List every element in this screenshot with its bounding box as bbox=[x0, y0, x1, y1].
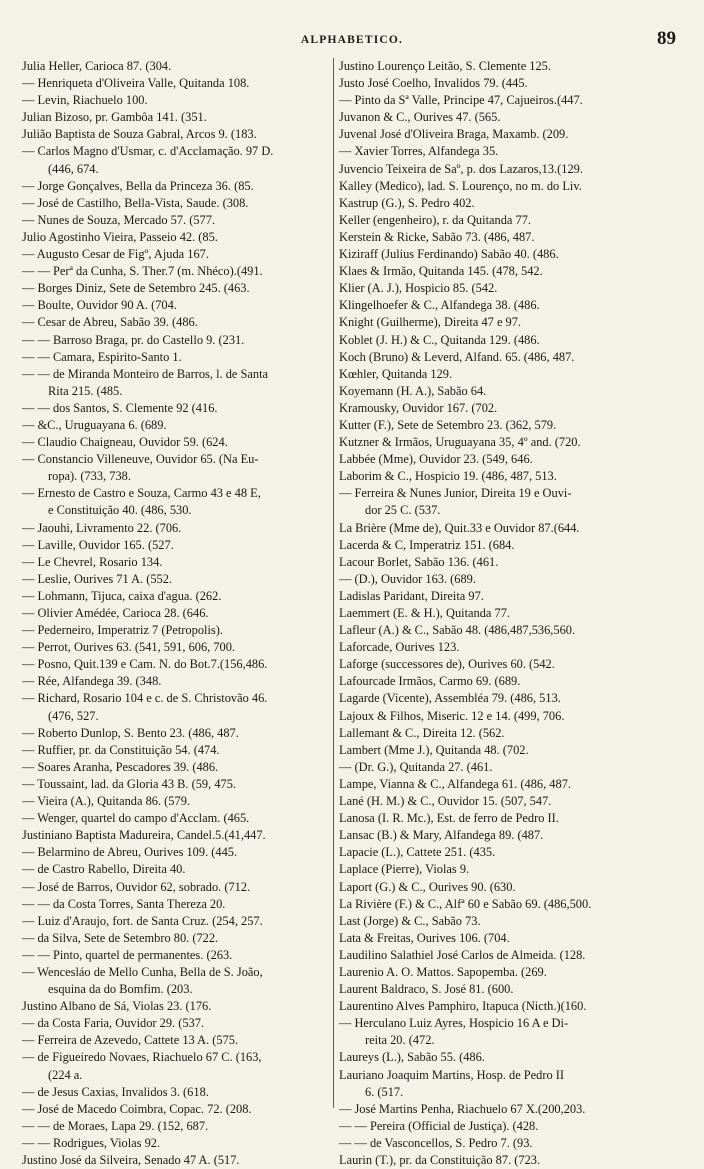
directory-entry: Julian Bizoso, pr. Gambôa 141. (351. bbox=[22, 110, 207, 125]
directory-entry: Klaes & Irmão, Quitanda 145. (478, 542. bbox=[339, 264, 543, 279]
directory-entry: Laudilino Salathiel José Carlos de Almeida. (128. bbox=[339, 947, 586, 962]
directory-entry: Lauriano Joaquim Martins, Hosp. de Pedro II bbox=[339, 1067, 565, 1082]
directory-entry: Juvanon & C., Ourives 47. (565. bbox=[339, 110, 501, 125]
directory-entry: — — de Vasconcellos, S. Pedro 7. (93. bbox=[339, 1135, 533, 1150]
directory-entry: — Soares Aranha, Pescadores 39. (486. bbox=[22, 759, 219, 774]
directory-entry: — — da Costa Torres, Santa Thereza 20. bbox=[22, 896, 226, 911]
directory-entry: — de Jesus Caxias, Invalidos 3. (618. bbox=[22, 1084, 209, 1099]
directory-entry: Justino Lourenço Leitão, S. Clemente 125. bbox=[339, 59, 551, 73]
directory-entry: Lapacie (L.), Cattete 251. (435. bbox=[339, 845, 496, 860]
directory-entry: dor 25 C. (537. bbox=[365, 503, 441, 518]
directory-entry: Lansac (B.) & Mary, Alfandega 89. (487. bbox=[339, 828, 544, 843]
directory-entry: Lafleur (A.) & C., Sabão 48. (486,487,536,560. bbox=[339, 623, 576, 638]
directory-entry: Julião Baptista de Souza Gabral, Arcos 9. (183. bbox=[22, 127, 257, 142]
directory-entry: — Henriqueta d'Oliveira Valle, Quitanda 108. bbox=[22, 76, 250, 91]
directory-entry: Laureys (L.), Sabão 55. (486. bbox=[339, 1050, 485, 1065]
directory-entry: reita 20. (472. bbox=[365, 1033, 435, 1048]
directory-entry: — Roberto Dunlop, S. Bento 23. (486, 487. bbox=[22, 725, 239, 740]
directory-entry: Lané (H. M.) & C., Ouvidor 15. (507, 547. bbox=[339, 794, 552, 809]
directory-entry: — Constancio Villeneuve, Ouvidor 65. (Na Eu- bbox=[22, 452, 259, 467]
directory-entry: Kastrup (G.), S. Pedro 402. bbox=[339, 195, 475, 210]
directory-entry: — Ferreira de Azevedo, Cattete 13 A. (575. bbox=[22, 1033, 239, 1048]
directory-entry: Laurentino Alves Pamphiro, Itapuca (Nicth.)(160. bbox=[339, 999, 587, 1014]
directory-entry: Koch (Bruno) & Leverd, Alfand. 65. (486, 487. bbox=[339, 349, 575, 364]
directory-entry: — Laville, Ouvidor 165. (527. bbox=[22, 537, 174, 552]
directory-entry: — — Pereira (Official de Justiça). (428. bbox=[339, 1118, 539, 1133]
directory-entry: Lafourcade Irmãos, Carmo 69. (689. bbox=[339, 674, 521, 689]
directory-entry: — Ferreira & Nunes Junior, Direita 19 e Ouvi- bbox=[339, 486, 572, 501]
running-title: ALPHABETICO. bbox=[300, 34, 404, 46]
directory-entry: — Nunes de Souza, Mercado 57. (577. bbox=[22, 212, 216, 227]
directory-entry: Lata & Freitas, Ourives 106. (704. bbox=[339, 930, 510, 945]
directory-entry: — da Silva, Sete de Setembro 80. (722. bbox=[22, 930, 219, 945]
directory-entry: Lagarde (Vicente), Assembléa 79. (486, 513. bbox=[339, 691, 561, 706]
directory-entry: — Borges Diniz, Sete de Setembro 245. (463. bbox=[22, 281, 250, 296]
directory-entry: — (D.), Ouvidor 163. (689. bbox=[339, 571, 476, 586]
directory-entry: Lajoux & Filhos, Miseric. 12 e 14. (499, 706. bbox=[339, 708, 565, 723]
directory-entry: — Richard, Rosario 104 e c. de S. Christovão 46. bbox=[22, 691, 268, 706]
directory-entry: — Wencesláo de Mello Cunha, Bella de S. João, bbox=[22, 964, 263, 979]
directory-entry: — José de Castilho, Bella-Vista, Saude. (308. bbox=[22, 195, 249, 210]
directory-entry: Kœhler, Quitanda 129. bbox=[339, 366, 453, 381]
directory-entry: — Boulte, Ouvidor 90 A. (704. bbox=[22, 298, 177, 313]
directory-entry: Juvenal José d'Oliveira Braga, Maxamb. (209. bbox=[339, 127, 569, 142]
directory-entry: Kalley (Medico), lad. S. Lourenço, no m. do Liv. bbox=[339, 178, 582, 193]
directory-entry: Kutter (F.), Sete de Setembro 23. (362, 579. bbox=[339, 417, 557, 432]
directory-entry: — — Rodrigues, Violas 92. bbox=[22, 1135, 161, 1150]
directory-entry: Rita 215. (485. bbox=[48, 383, 123, 398]
directory-entry: Lampe, Vianna & C., Alfandega 61. (486, 487. bbox=[339, 776, 571, 791]
directory-entry: — Ruffier, pr. da Constituição 54. (474. bbox=[22, 742, 220, 757]
directory-entry: — José de Barros, Ouvidor 62, sobrado. (712. bbox=[22, 879, 251, 894]
page-header bbox=[0, 30, 704, 56]
directory-columns bbox=[0, 58, 704, 1167]
directory-entry: Justo José Coelho, Invalidos 79. (445. bbox=[339, 76, 528, 91]
directory-entry: — Lohmann, Tijuca, caixa d'agua. (262. bbox=[22, 588, 222, 603]
directory-entry: (224 a. bbox=[48, 1067, 83, 1082]
directory-entry: Last (Jorge) & C., Sabão 73. bbox=[339, 913, 481, 928]
directory-entry: — Perrot, Ourives 63. (541, 591, 606, 700. bbox=[22, 640, 236, 655]
directory-entry: — de Figueiredo Novaes, Riachuelo 67 C. (163, bbox=[22, 1050, 262, 1065]
directory-entry: Laemmert (E. & H.), Quitanda 77. bbox=[339, 606, 511, 620]
directory-entry: Lacour Borlet, Sabão 136. (461. bbox=[339, 554, 499, 569]
directory-entry: Kiziraff (Julius Ferdinando) Sabão 40. (486. bbox=[339, 247, 559, 262]
directory-entry: esquina da do Bomfim. (203. bbox=[48, 982, 193, 997]
directory-entry: Kramousky, Ouvidor 167. (702. bbox=[339, 400, 498, 415]
directory-entry: Justino José da Silveira, Senado 47 A. (517. bbox=[22, 1153, 240, 1167]
directory-entry: (476, 527. bbox=[48, 708, 99, 723]
page-number: 89 bbox=[657, 28, 676, 49]
directory-entry: Koyemann (H. A.), Sabão 64. bbox=[339, 383, 487, 398]
directory-entry: Laforge (successores de), Ourives 60. (542. bbox=[339, 657, 555, 672]
directory-entry: — — Barroso Braga, pr. do Castello 9. (231. bbox=[22, 332, 245, 347]
directory-entry: — Toussaint, lad. da Gloria 43 B. (59, 475. bbox=[22, 776, 236, 791]
directory-entry: — Luiz d'Araujo, fort. de Santa Cruz. (254, 257. bbox=[22, 913, 263, 928]
directory-entry: — Cesar de Abreu, Sabão 39. (486. bbox=[22, 315, 198, 330]
directory-entry: — Pederneiro, Imperatriz 7 (Petropolis). bbox=[22, 623, 223, 638]
directory-entry: Keller (engenheiro), r. da Quitanda 77. bbox=[339, 212, 531, 227]
directory-entry: — Herculano Luiz Ayres, Hospicio 16 A e Di- bbox=[339, 1016, 569, 1031]
directory-entry: — Posno, Quit.139 e Cam. N. do Bot.7.(156,486. bbox=[22, 657, 268, 672]
directory-entry: Justino Albano de Sá, Violas 23. (176. bbox=[22, 999, 212, 1014]
directory-entry: — Xavier Torres, Alfandega 35. bbox=[339, 144, 499, 159]
left-column bbox=[22, 58, 334, 1169]
directory-entry: Labbée (Mme), Ouvidor 23. (549, 646. bbox=[339, 452, 533, 467]
directory-entry: — &C., Uruguayana 6. (689. bbox=[22, 417, 167, 432]
directory-entry: — Jorge Gonçalves, Bella da Princeza 36. (85. bbox=[22, 178, 254, 193]
directory-entry: — Jaouhi, Livramento 22. (706. bbox=[22, 520, 182, 535]
directory-entry: — José Martins Penha, Riachuelo 67 X.(200,203. bbox=[339, 1101, 586, 1116]
directory-entry: — — de Moraes, Lapa 29. (152, 687. bbox=[22, 1118, 209, 1133]
directory-entry: — Belarmino de Abreu, Ourives 109. (445. bbox=[22, 845, 238, 860]
directory-entry: Klingelhoefer & C., Alfandega 38. (486. bbox=[339, 298, 540, 313]
directory-entry: — Wenger, quartel do campo d'Acclam. (465. bbox=[22, 811, 250, 826]
directory-entry: Julia Heller, Carioca 87. (304. bbox=[22, 59, 172, 73]
directory-entry: — da Costa Faria, Ouvidor 29. (537. bbox=[22, 1016, 205, 1031]
directory-entry: e Constituição 40. (486, 530. bbox=[48, 503, 192, 518]
directory-entry: — Rée, Alfandega 39. (348. bbox=[22, 674, 162, 689]
directory-entry: — Le Chevrel, Rosario 134. bbox=[22, 554, 163, 569]
directory-entry: Laplace (Pierre), Violas 9. bbox=[339, 862, 470, 877]
directory-entry: Koblet (J. H.) & C., Quitanda 129. (486. bbox=[339, 332, 540, 347]
directory-entry: Lambert (Mme J.), Quitanda 48. (702. bbox=[339, 742, 529, 757]
directory-entry: La Rivière (F.) & C., Alfª 60 e Sabão 69. (486,500. bbox=[339, 896, 592, 911]
directory-entry: Kerstein & Ricke, Sabão 73. (486, 487. bbox=[339, 229, 535, 244]
directory-entry: La Brière (Mme de), Quit.33 e Ouvidor 87.(644. bbox=[339, 520, 580, 535]
directory-entry: — Claudio Chaigneau, Ouvidor 59. (624. bbox=[22, 435, 228, 450]
directory-entry: Julio Agostinho Vieira, Passeio 42. (85. bbox=[22, 229, 218, 244]
directory-entry: Lanosa (I. R. Mc.), Est. de ferro de Pedro II. bbox=[339, 811, 559, 826]
directory-entry: — — dos Santos, S. Clemente 92 (416. bbox=[22, 400, 218, 415]
directory-entry: 6. (517. bbox=[365, 1084, 404, 1099]
directory-entry: Laborim & C., Hospicio 19. (486, 487, 513. bbox=[339, 469, 557, 484]
directory-entry: (446, 674. bbox=[48, 161, 99, 176]
directory-entry: Justiniano Baptista Madureira, Candel.5.(41,447. bbox=[22, 828, 266, 843]
directory-entry: — Vieira (A.), Quitanda 86. (579. bbox=[22, 794, 190, 809]
directory-entry: Lacerda & C, Imperatriz 151. (684. bbox=[339, 537, 515, 552]
directory-entry: Klier (A. J.), Hospicio 85. (542. bbox=[339, 281, 498, 296]
directory-entry: Juvencio Teixeira de Saº, p. dos Lazaros,13.(129. bbox=[339, 161, 583, 176]
directory-entry: Lallemant & C., Direita 12. (562. bbox=[339, 725, 505, 740]
directory-entry: — Ernesto de Castro e Souza, Carmo 43 e 48 E, bbox=[22, 486, 261, 501]
directory-entry: — Augusto Cesar de Figº, Ajuda 167. bbox=[22, 247, 209, 262]
directory-entry: — Pinto da Sª Valle, Principe 47, Cajueiros.(447. bbox=[339, 93, 583, 108]
directory-entry: — — de Miranda Monteiro de Barros, l. de Santa bbox=[22, 366, 269, 381]
directory-entry: — Olivier Amédée, Carioca 28. (646. bbox=[22, 606, 209, 620]
directory-entry: — (Dr. G.), Quitanda 27. (461. bbox=[339, 759, 493, 774]
column-divider bbox=[333, 58, 334, 1108]
directory-entry: — — Pinto, quartel de permanentes. (263. bbox=[22, 947, 233, 962]
directory-entry: Ladislas Paridant, Direita 97. bbox=[339, 588, 484, 603]
directory-entry: Laforcade, Ourives 123. bbox=[339, 640, 460, 655]
directory-entry: — Leslie, Ourives 71 A. (552. bbox=[22, 571, 173, 586]
directory-entry: ropa). (733, 738. bbox=[48, 469, 131, 484]
directory-entry: — José de Macedo Coimbra, Copac. 72. (208. bbox=[22, 1101, 252, 1116]
directory-entry: Laport (G.) & C., Ourives 90. (630. bbox=[339, 879, 516, 894]
directory-entry: Laurin (T.), pr. da Constituição 87. (723. bbox=[339, 1153, 541, 1167]
directory-entry: Knight (Guilherme), Direita 47 e 97. bbox=[339, 315, 522, 330]
directory-entry: Laurenio A. O. Mattos. Sapopemba. (269. bbox=[339, 964, 547, 979]
directory-entry: Laurent Baldraco, S. José 81. (600. bbox=[339, 982, 514, 997]
directory-entry: — Levin, Riachuelo 100. bbox=[22, 93, 148, 108]
directory-entry: — Carlos Magno d'Usmar, c. d'Acclamação. 97 D. bbox=[22, 144, 274, 159]
directory-entry: — — Camara, Espirito-Santo 1. bbox=[22, 349, 182, 364]
directory-entry: — de Castro Rabello, Direita 40. bbox=[22, 862, 186, 877]
directory-entry: — — Perª da Cunha, S. Ther.7 (m. Nhéco).(491. bbox=[22, 264, 263, 279]
directory-entry: Kutzner & Irmãos, Uruguayana 35, 4º and. (720. bbox=[339, 435, 581, 450]
right-column bbox=[339, 58, 687, 1169]
